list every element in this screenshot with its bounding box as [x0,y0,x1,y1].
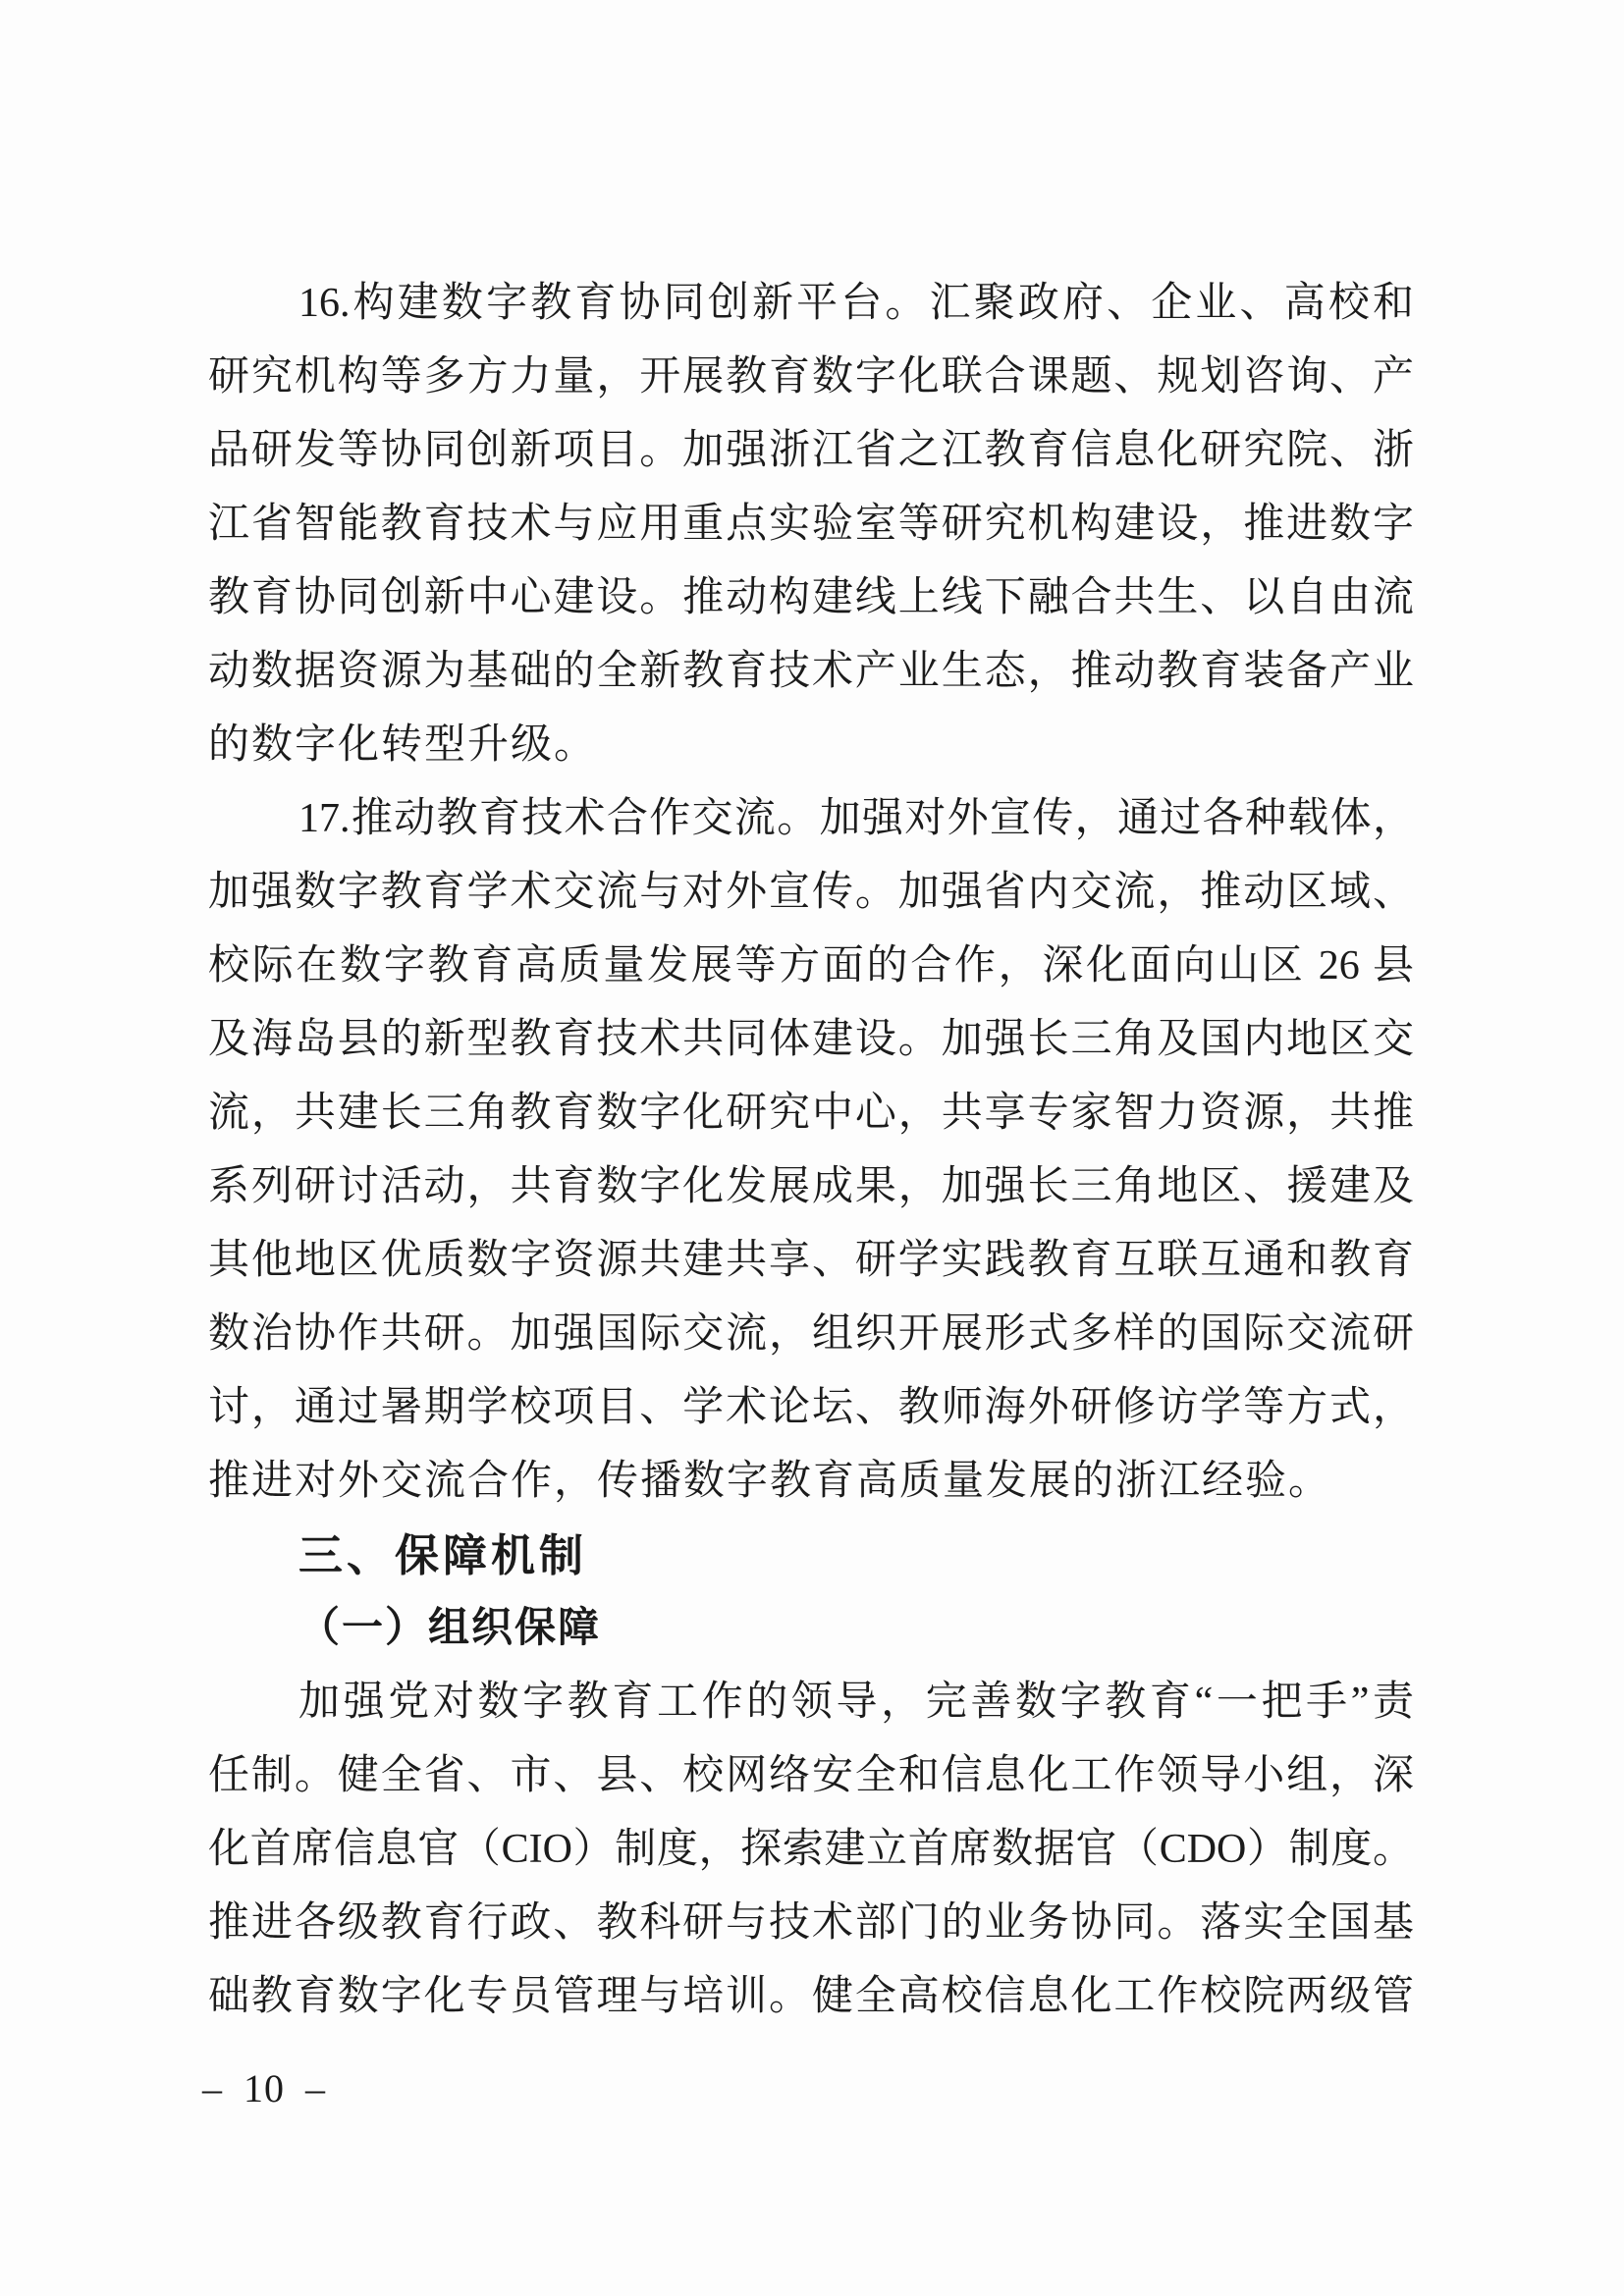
text-line: 任制。健全省、市、县、校网络安全和信息化工作领导小组，深 [208,1753,1414,1798]
text-line: 其他地区优质数字资源共建共享、研学实践教育互联互通和教育 [208,1238,1414,1283]
heading2: （一）组织保障 [298,1606,602,1651]
text-line: 16.构建数字教育协同创新平台。汇聚政府、企业、高校和 [298,281,1414,326]
text-line: 及海岛县的新型教育技术共同体建设。加强长三角及国内地区交 [208,1017,1414,1062]
text-line: 流，共建长三角教育数字化研究中心，共享专家智力资源，共推 [208,1091,1414,1136]
text-line: 校际在数字教育高质量发展等方面的合作，深化面向山区 26 县 [208,943,1414,988]
document-text-block [208,267,1414,2034]
text-line: 加强党对数字教育工作的领导，完善数字教育“一把手”责 [298,1680,1414,1725]
text-line: 研究机构等多方力量，开展教育数字化联合课题、规划咨询、产 [208,354,1414,400]
text-line: 加强数字教育学术交流与对外宣传。加强省内交流，推动区域、 [208,870,1414,915]
text-line: 推进对外交流合作，传播数字教育高质量发展的浙江经验。 [208,1459,1332,1504]
text-line: 系列研讨活动，共育数字化发展成果，加强长三角地区、援建及 [208,1164,1414,1209]
text-line: 动数据资源为基础的全新教育技术产业生态，推动教育装备产业 [208,649,1414,694]
text-line: 讨，通过暑期学校项目、学术论坛、教师海外研修访学等方式， [208,1385,1414,1430]
text-line: 17.推动教育技术合作交流。加强对外宣传，通过各种载体， [298,796,1414,841]
text-line: 的数字化转型升级。 [208,722,598,768]
heading1: 三、保障机制 [298,1530,588,1580]
text-line: 品研发等协同创新项目。加强浙江省之江教育信息化研究院、浙 [208,428,1414,473]
page-number: – 10 – [202,2066,326,2110]
text-line: 础教育数字化专员管理与培训。健全高校信息化工作校院两级管 [208,1974,1414,2019]
text-line: 教育协同创新中心建设。推动构建线上线下融合共生、以自由流 [208,575,1414,620]
text-line: 数治协作共研。加强国际交流，组织开展形式多样的国际交流研 [208,1311,1414,1357]
text-line: 化首席信息官（CIO）制度，探索建立首席数据官（CDO）制度。 [208,1827,1414,1872]
text-line: 推进各级教育行政、教科研与技术部门的业务协同。落实全国基 [208,1900,1414,1946]
text-line: 江省智能教育技术与应用重点实验室等研究机构建设，推进数字 [208,502,1414,547]
